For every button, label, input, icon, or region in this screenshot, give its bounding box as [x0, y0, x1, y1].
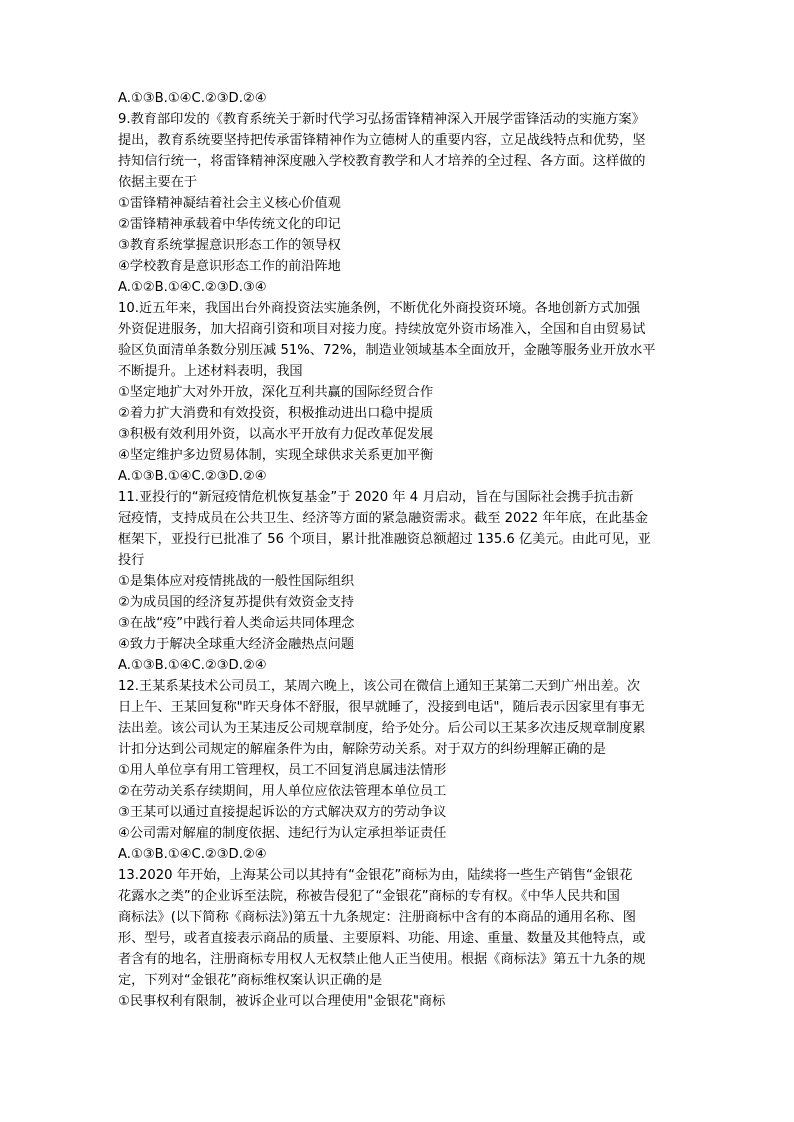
question-q10: [118, 298, 684, 487]
text-line: 不断提升。上述材料表明，我国: [118, 364, 303, 379]
text-line: 者含有的地名，注册商标专用权人无权禁止他人正当使用。根据《商标法》第五十九条的规: [118, 952, 646, 967]
text-line: ①民事权利有限制，被诉企业可以合理使用"金银花"商标: [118, 994, 446, 1009]
text-line: ②雷锋精神承载着中华传统文化的印记: [118, 217, 341, 232]
text-line: ④公司需对解雇的制度依据、违纪行为认定承担举证责任: [118, 826, 447, 841]
text-line: ③积极有效利用外资，以高水平开放有力促改革促发展: [118, 427, 434, 442]
text-line: ②为成员国的经济复苏提供有效资金支持: [118, 595, 355, 610]
text-line: ②在劳动关系存续期间，用人单位应依法管理本单位员工: [118, 784, 447, 799]
text-line: 投行: [118, 553, 145, 568]
text-line: 商标法》(以下简称《商标法》)第五十九条规定：注册商标中含有的本商品的通用名称、图: [118, 910, 636, 925]
text-line: 计扣分达到公司规定的解雇条件为由，解除劳动关系。对于双方的纠纷理解正确的是: [118, 742, 606, 757]
text-line: 法出差。该公司认为王某违反公司规章制度，给予处分。后公司以王某多次违反规章制度累: [118, 721, 646, 736]
question-q11: [118, 487, 684, 676]
question-q13: [118, 865, 684, 1012]
text-line: A.①②B.①④C.②③D.③④: [118, 280, 267, 295]
text-line: ①是集体应对疫情挑战的一般性国际组织: [118, 574, 355, 589]
question-q8-answers: [118, 88, 684, 109]
text-line: 持知信行统一，将雷锋精神深度融入学校教育教学和人才培养的全过程、各方面。这样做的: [118, 154, 646, 169]
text-line: 13.2020 年开始，上海某公司以其持有“金银花”商标为由，陆续将一些生产销售“金银花: [118, 868, 633, 883]
text-line: 框架下，亚投行已批准了 56 个项目，累计批准融资总额超过 135.6 亿美元。由此可见，亚: [118, 532, 651, 547]
text-line: 外资促进服务，加大招商引资和项目对接力度。持续放宽外资市场准入，全国和自由贸易试: [118, 322, 646, 337]
text-line: ④学校教育是意识形态工作的前沿阵地: [118, 259, 341, 274]
text-line: ③在战“疫”中践行着人类命运共同体理念: [118, 616, 355, 631]
question-q9: [118, 109, 684, 298]
question-q12: [118, 676, 684, 865]
exam-page: [118, 88, 684, 1012]
text-line: A.①③B.①④C.②③D.②④: [118, 91, 267, 106]
text-line: ①坚定地扩大对外开放，深化互利共赢的国际经贸合作: [118, 385, 434, 400]
text-line: ①用人单位享有用工管理权，员工不回复消息属违法情形: [118, 763, 447, 778]
text-line: ③教育系统掌握意识形态工作的领导权: [118, 238, 341, 253]
text-line: A.①③B.①④C.②③D.②④: [118, 847, 267, 862]
text-line: 花露水之类”的企业诉至法院，称被告侵犯了“金银花”商标的专有权。《中华人民共和国: [118, 889, 620, 904]
text-line: 10.近五年来，我国出台外商投资法实施条例，不断优化外商投资环境。各地创新方式加强: [118, 301, 641, 316]
text-line: 定，下列对“金银花”商标维权案认识正确的是: [118, 973, 383, 988]
text-line: 冠疫情，支持成员在公共卫生、经济等方面的紧急融资需求。截至 2022 年年底，在此基金: [118, 511, 648, 526]
text-line: 日上午、王某回复称"昨天身体不舒服，很早就睡了，没接到电话"，随后表示因家里有事无: [118, 700, 645, 715]
text-line: 依据主要在于: [118, 175, 198, 190]
text-line: ②着力扩大消费和有效投资，积极推动进出口稳中提质: [118, 406, 434, 421]
text-line: ④坚定维护多边贸易体制，实现全球供求关系更加平衡: [118, 448, 434, 463]
text-line: ③王某可以通过直接提起诉讼的方式解决双方的劳动争议: [118, 805, 447, 820]
text-line: 12.王某系某技术公司员工，某周六晚上，该公司在微信上通知王某第二天到广州出差。次: [118, 679, 641, 694]
text-line: ④致力于解决全球重大经济金融热点问题: [118, 637, 355, 652]
text-line: A.①③B.①④C.②③D.②④: [118, 469, 267, 484]
text-line: 验区负面清单条数分别压减 51%、72%，制造业领域基本全面放开，金融等服务业开放水平: [118, 343, 656, 358]
text-line: ①雷锋精神凝结着社会主义核心价值观: [118, 196, 341, 211]
text-line: A.①③B.①④C.②③D.②④: [118, 658, 267, 673]
text-line: 提出，教育系统要坚持把传承雷锋精神作为立德树人的重要内容，立足战线特点和优势，坚: [118, 133, 646, 148]
text-line: 9.教育部印发的《教育系统关于新时代学习弘扬雷锋精神深入开展学雷锋活动的实施方案》: [118, 112, 645, 127]
text-line: 11.亚投行的“新冠疫情危机恢复基金”于 2020 年 4 月启动，旨在与国际社会携手抗击新: [118, 490, 634, 505]
text-line: 形、型号，或者直接表示商品的质量、主要原料、功能、用途、重量、数量及其他特点，或: [118, 931, 646, 946]
